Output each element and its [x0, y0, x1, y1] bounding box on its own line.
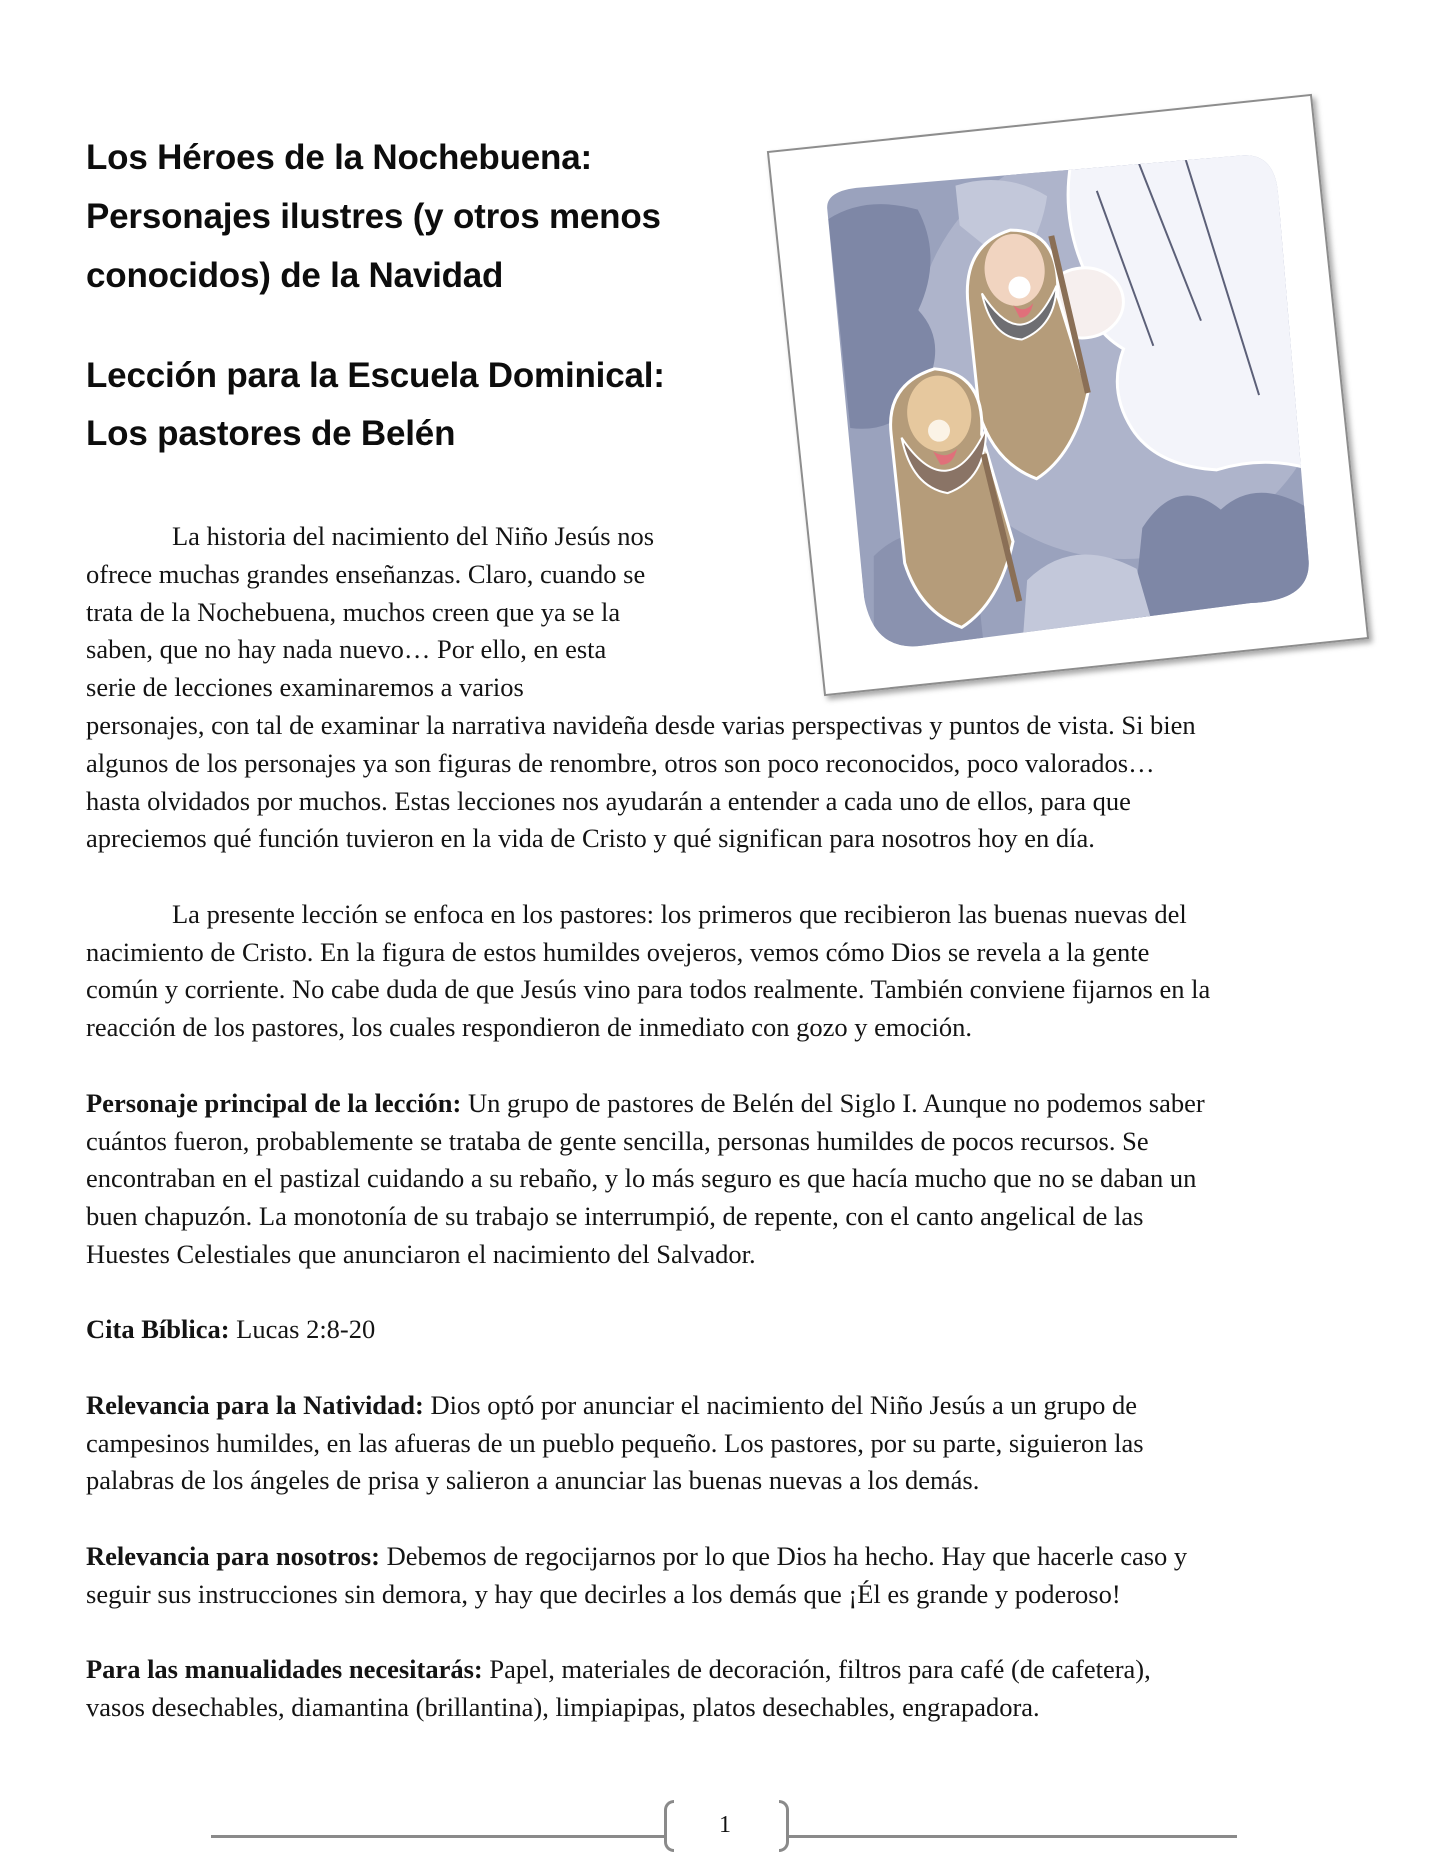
- footer-rule-right: [787, 1835, 1237, 1838]
- footer-bracket-left: [664, 1800, 674, 1852]
- main-character-line-4: buen chapuzón. La monotonía de su trabajo se interrumpió, de repente, con el canto angelical de las: [86, 1201, 1144, 1231]
- title-line-2: Personajes ilustres (y otros menos: [86, 197, 661, 236]
- intro-line-1: La historia del nacimiento del Niño Jesús nos: [172, 521, 655, 551]
- focus-line-3: común y corriente. No cabe duda de que Jesús vino para todos realmente. También conviene fijarnos en la: [86, 974, 1211, 1004]
- intro-line-5: serie de lecciones examinaremos a varios: [86, 672, 524, 702]
- title-line-3: conocidos) de la Navidad: [86, 256, 504, 295]
- our-relevance-line-1: [86, 1540, 1187, 1572]
- our-relevance-line-2: seguir sus instrucciones sin demora, y hay que decirles a los demás que ¡Él es grande y poderoso!: [86, 1579, 1121, 1609]
- nativity-relevance-text: Dios optó por anunciar el nacimiento del Niño Jesús a un grupo de: [423, 1390, 1138, 1420]
- main-character-line-1: [86, 1087, 1205, 1119]
- bible-citation-text: Lucas 2:8-20: [229, 1314, 376, 1344]
- subtitle-line-1: Lección para la Escuela Dominical:: [86, 356, 665, 395]
- intro-line-8: hasta olvidados por muchos. Estas lecciones nos ayudarán a entender a cada uno de ellos, para que: [86, 786, 1131, 816]
- page-number: 1: [719, 1812, 731, 1838]
- our-relevance-label: Relevancia para nosotros:: [86, 1541, 380, 1571]
- intro-line-7: algunos de los personajes ya son figuras de renombre, otros son poco reconocidos, poco valorados…: [86, 748, 1155, 778]
- main-character-text: Un grupo de pastores de Belén del Siglo I. Aunque no podemos saber: [461, 1088, 1205, 1118]
- our-relevance-text: Debemos de regocijarnos por lo que Dios ha hecho. Hay que hacerle caso y: [379, 1541, 1188, 1571]
- main-character-label: Personaje principal de la lección:: [86, 1088, 462, 1118]
- bible-citation-line: [86, 1313, 375, 1345]
- craft-materials-line-1: [86, 1653, 1151, 1685]
- main-character-line-5: Huestes Celestiales que anunciaron el nacimiento del Salvador.: [86, 1239, 756, 1269]
- subtitle-line-2: Los pastores de Belén: [86, 414, 456, 453]
- main-character-line-2: cuántos fueron, probablemente se trataba de gente sencilla, personas humildes de pocos recursos. Se: [86, 1126, 1149, 1156]
- intro-line-2: ofrece muchas grandes enseñanzas. Claro, cuando se: [86, 559, 646, 589]
- nativity-relevance-label: Relevancia para la Natividad:: [86, 1390, 424, 1420]
- angel-and-shepherds-image: [804, 132, 1327, 655]
- footer-bracket-right: [779, 1800, 789, 1852]
- focus-line-4: reacción de los pastores, los cuales respondieron de inmediato con gozo y emoción.: [86, 1012, 973, 1042]
- craft-materials-label: Para las manualidades necesitarás:: [86, 1654, 483, 1684]
- craft-materials-text: Papel, materiales de decoración, filtros para café (de cafetera),: [482, 1654, 1151, 1684]
- footer-rule-left: [211, 1835, 666, 1838]
- intro-line-6: personajes, con tal de examinar la narrativa navideña desde varias perspectivas y puntos de vista. Si bien: [86, 710, 1196, 740]
- shepherds-illustration: [767, 94, 1369, 696]
- nativity-relevance-line-2: campesinos humildes, en las afueras de un pueblo pequeño. Los pastores, por su parte, siguieron las: [86, 1428, 1144, 1458]
- main-character-line-3: encontraban en el pastizal cuidando a su rebaño, y lo más seguro es que hacía mucho que no se daban un: [86, 1163, 1197, 1193]
- focus-line-1: La presente lección se enfoca en los pastores: los primeros que recibieron las buenas nuevas del: [172, 899, 1187, 929]
- title-line-1: Los Héroes de la Nochebuena:: [86, 138, 592, 177]
- focus-line-2: nacimiento de Cristo. En la figura de estos humildes ovejeros, vemos cómo Dios se revela a la gente: [86, 937, 1150, 967]
- intro-line-3: trata de la Nochebuena, muchos creen que ya se la: [86, 597, 621, 627]
- nativity-relevance-line-1: [86, 1389, 1137, 1421]
- craft-materials-line-2: vasos desechables, diamantina (brillantina), limpiapipas, platos desechables, engrapadora.: [86, 1692, 1040, 1722]
- bible-citation-label: Cita Bíblica:: [86, 1314, 230, 1344]
- nativity-relevance-line-3: palabras de los ángeles de prisa y salieron a anunciar las buenas nuevas a los demás.: [86, 1465, 980, 1495]
- intro-line-4: saben, que no hay nada nuevo… Por ello, en esta: [86, 634, 607, 664]
- intro-line-9: apreciemos qué función tuvieron en la vida de Cristo y qué significan para nosotros hoy en día.: [86, 823, 1095, 853]
